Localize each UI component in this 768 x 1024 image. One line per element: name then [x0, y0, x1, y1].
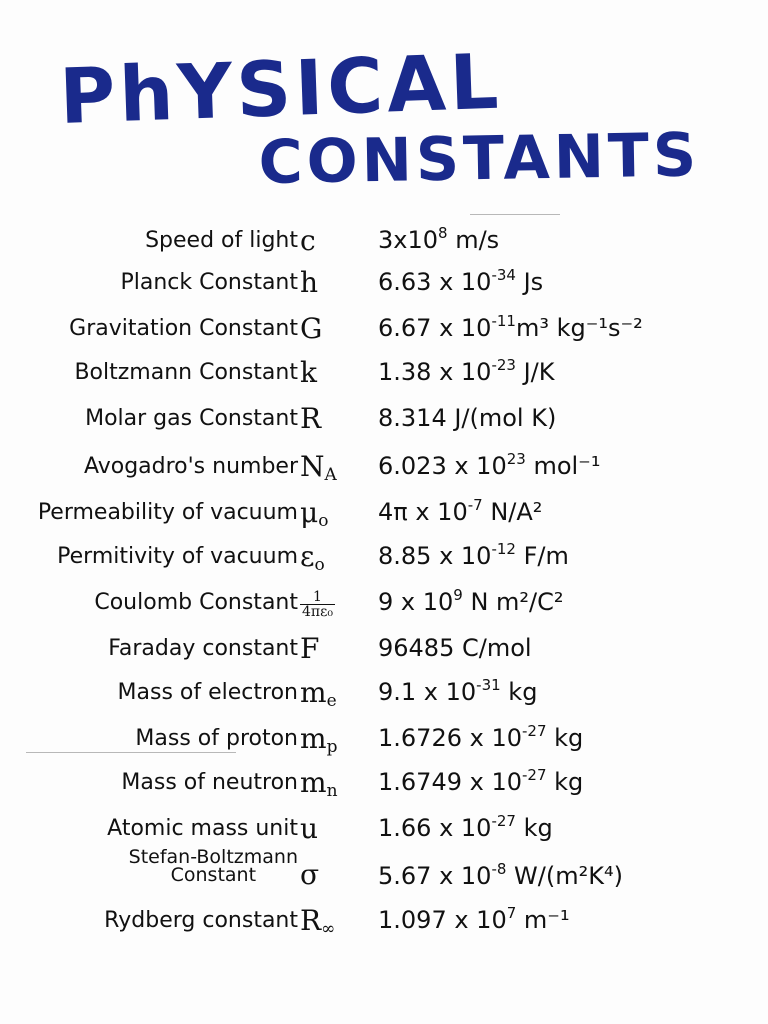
constant-name: Avogadro's number: [83, 454, 298, 479]
constant-value: 5.67 x $10^{-8}$ W/(m²K⁴): [378, 860, 623, 890]
constant-symbol: $m_e$: [300, 676, 337, 711]
constant-symbol: G: [300, 312, 323, 345]
constant-name: Boltzmann Constant: [74, 360, 298, 385]
page-title-line-1: PhYSICAL: [58, 36, 504, 141]
constant-value: 8.85 x $10^{-12}$ F/m: [378, 540, 569, 570]
constant-symbol: $m_n$: [300, 766, 338, 801]
constant-name: Coulomb Constant: [94, 590, 298, 615]
constant-row-faraday: [0, 628, 768, 672]
constant-row-proton-mass: [0, 718, 768, 762]
constant-symbol: h: [300, 266, 319, 299]
constant-symbol: $m_p$: [300, 722, 338, 757]
constant-value: 6.67 x $10^{-11}m^3$ kg⁻¹s⁻²: [378, 312, 643, 342]
constant-value: 6.63 x $10^{-34}$ Js: [378, 266, 544, 296]
constant-name: Permitivity of vacuum: [57, 544, 298, 569]
constant-name: Faraday constant: [108, 636, 298, 661]
constant-name: Molar gas Constant: [85, 406, 298, 431]
coulomb-fraction: $\frac{1}{\text{4πε₀}}$: [302, 589, 333, 620]
constant-value: 1.097 x $10^7$ m⁻¹: [378, 904, 570, 934]
constant-symbol: σ: [300, 858, 320, 891]
constant-symbol: $N_A$: [300, 450, 337, 485]
constant-value: 96485 C/mol: [378, 634, 532, 662]
constant-name: Mass of neutron: [121, 770, 298, 795]
constant-row-neutron-mass: [0, 762, 768, 806]
constant-name: Atomic mass unit: [107, 816, 298, 841]
constant-value: 9 x $10^9$ N m²/C²: [378, 586, 564, 616]
constant-name: Gravitation Constant: [69, 316, 298, 341]
constant-symbol: k: [300, 356, 317, 389]
constant-symbol: R: [300, 402, 322, 435]
constant-symbol: $\mu_o$: [300, 496, 329, 531]
constant-row-coulomb: [0, 582, 768, 626]
constant-symbol: $\varepsilon_o$: [300, 540, 325, 575]
constant-row-planck: [0, 262, 768, 306]
constant-name: Mass of electron: [117, 680, 298, 705]
constant-row-boltzmann: [0, 352, 768, 396]
constant-name: Rydberg constant: [104, 908, 298, 933]
constant-symbol: $R_\infty$: [300, 904, 336, 939]
constant-value: 1.6749 x $10^{-27}$ kg: [378, 766, 584, 796]
constant-symbol: c: [300, 224, 316, 257]
constant-name: Permeability of vacuum: [37, 500, 298, 525]
constant-value: 1.66 x $10^{-27}$ kg: [378, 812, 553, 842]
constant-name: Planck Constant: [120, 270, 298, 295]
constant-value: 4π x $10^{-7}$ N/A²: [378, 496, 543, 526]
stray-pen-line: [470, 214, 560, 215]
constant-symbol: [300, 586, 370, 619]
constant-row-permitivity: [0, 536, 768, 580]
constant-name: Stefan-Boltzmann Constant: [128, 846, 298, 886]
constant-value: 8.314 J/(mol K): [378, 404, 557, 432]
constant-value: 1.38 x $10^{-23}$ J/K: [378, 356, 555, 386]
constant-name: Mass of proton: [135, 726, 298, 751]
constant-row-stefan-boltzmann: [0, 848, 768, 900]
constant-value: 9.1 x $10^{-31}$ kg: [378, 676, 538, 706]
constant-row-gravitation: [0, 308, 768, 352]
constant-value: 6.023 x $10^{23}$ mol⁻¹: [378, 450, 601, 480]
constant-name: Speed of light: [145, 228, 298, 253]
page-title-line-2: CONSTANTS: [258, 120, 701, 198]
constant-row-permeability: [0, 492, 768, 536]
constant-row-avogadro: [0, 446, 768, 490]
constant-row-rydberg: [0, 900, 768, 944]
constant-symbol: F: [300, 632, 320, 665]
constant-value: $3x10^8$ m/s: [378, 224, 500, 254]
constant-row-atomic-mass-unit: [0, 808, 768, 852]
constant-symbol: u: [300, 812, 319, 845]
constant-row-speed-of-light: [0, 220, 768, 264]
constant-row-molar-gas: [0, 398, 768, 442]
constant-value: 1.6726 x $10^{-27}$ kg: [378, 722, 584, 752]
constant-row-electron-mass: [0, 672, 768, 716]
